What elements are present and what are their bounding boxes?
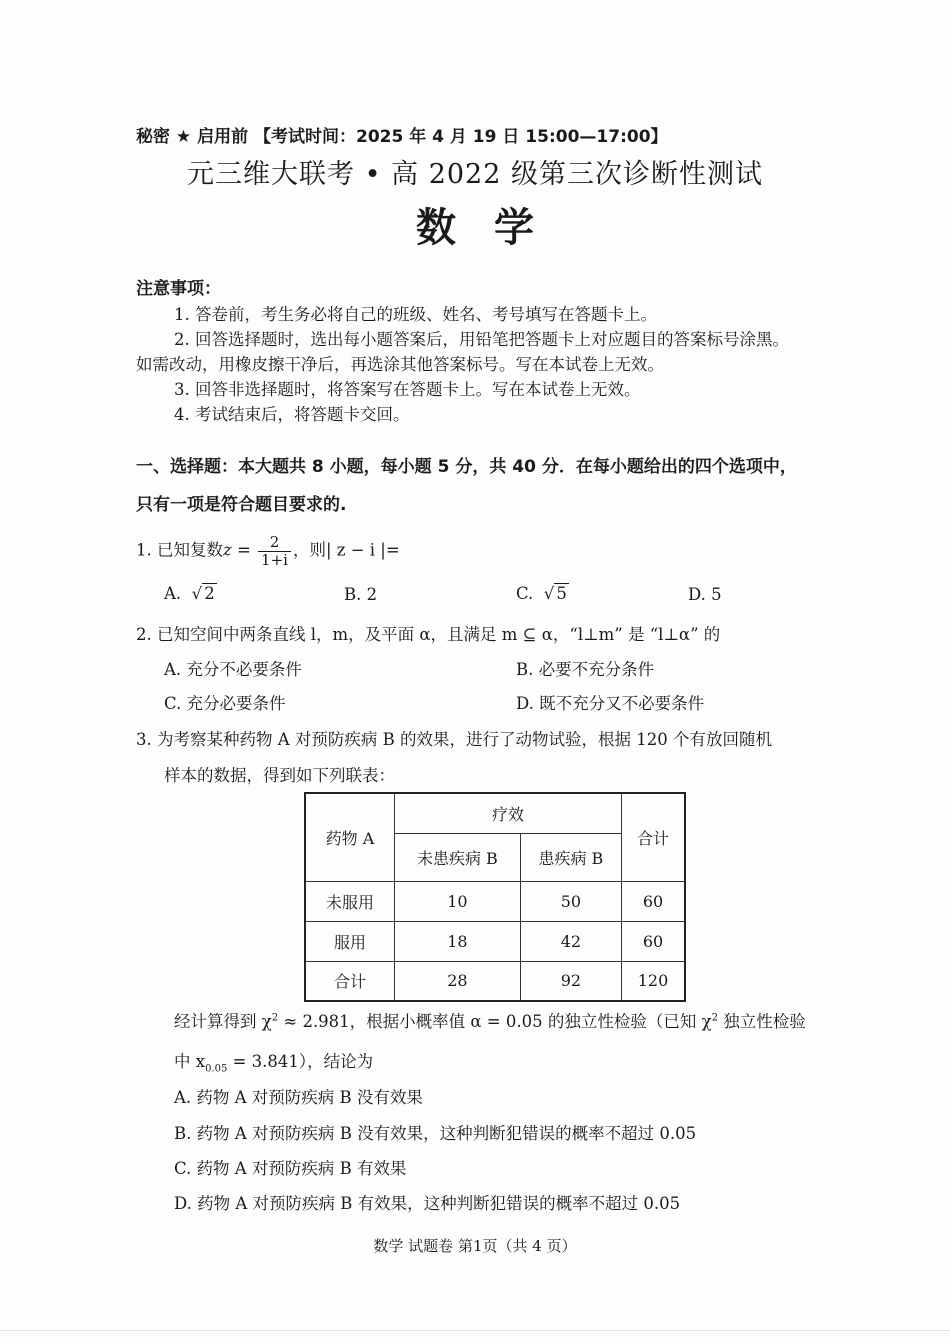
cell: 18	[395, 921, 521, 961]
table-group-header: 疗效	[395, 793, 622, 833]
note-item-2-cont: 如需改动，用橡皮擦干净后，再选涂其他答案标号。写在本试卷上无效。	[136, 355, 664, 374]
subject-title: 数学	[416, 205, 572, 251]
q3-option-b: B. 药物 A 对预防疾病 B 没有效果，这种判断犯错误的概率不超过 0.05	[174, 1124, 697, 1143]
note-item-2: 2. 回答选择题时，选出每小题答案后，用铅笔把答题卡上对应题目的答案标号涂黑。	[174, 330, 789, 349]
q1-option-b: B. 2	[344, 585, 378, 604]
q2-option-c: C. 充分必要条件	[164, 694, 286, 713]
table-row	[305, 961, 685, 1001]
contingency-table	[304, 792, 686, 1002]
scan-edge-divider	[0, 1330, 950, 1331]
table-col-header-1: 未患疾病 B	[395, 833, 521, 881]
q1-option-d: D. 5	[688, 585, 722, 604]
note-item-4: 4. 考试结束后，将答题卡交回。	[174, 405, 410, 424]
section-one-heading-cont: 只有一项是符合题目要求的.	[136, 495, 347, 515]
cell: 50	[520, 881, 621, 921]
cell: 10	[395, 881, 521, 921]
question-3-statement-cont: 中 $x_{0.05} = 3.841$），结论为	[174, 1052, 374, 1075]
q3-option-d: D. 药物 A 对预防疾病 B 有效果，这种判断犯错误的概率不超过 0.05	[174, 1194, 681, 1213]
cell: 92	[520, 961, 621, 1001]
q2-option-a: A. 充分不必要条件	[164, 660, 302, 679]
question-3-cont: 样本的数据，得到如下列联表：	[164, 766, 395, 785]
page-footer: 数学 试题卷 第1页（共 4 页）	[373, 1237, 577, 1255]
note-item-3: 3. 回答非选择题时，将答案写在答题卡上。写在本试卷上无效。	[174, 380, 641, 399]
q3-option-c: C. 药物 A 对预防疾病 B 有效果	[174, 1159, 407, 1178]
row-label: 未服用	[305, 881, 395, 921]
exam-title: 元三维大联考 • 高 2022 级第三次诊断性测试	[187, 159, 763, 190]
table-total-header: 合计	[622, 793, 686, 881]
q2-option-d: D. 既不充分又不必要条件	[516, 694, 705, 713]
table-corner-header: 药物 A	[305, 793, 395, 881]
fraction: $\frac{2}{1+i}$	[258, 534, 291, 568]
table-row	[305, 921, 685, 961]
table-col-header-2: 患疾病 B	[520, 833, 621, 881]
q2-option-b: B. 必要不充分条件	[516, 660, 655, 679]
row-label: 合计	[305, 961, 395, 1001]
cell: 60	[622, 881, 686, 921]
table-row	[305, 881, 685, 921]
cell: 28	[395, 961, 521, 1001]
section-one-heading: 一、选择题：本大题共 8 小题，每小题 5 分，共 40 分．在每小题给出的四个选项中，	[136, 457, 797, 477]
notes-title: 注意事项：	[136, 279, 221, 299]
q3-option-a: A. 药物 A 对预防疾病 B 没有效果	[174, 1088, 423, 1107]
cell: 60	[622, 921, 686, 961]
exam-time-header: 秘密 ★ 启用前 【考试时间：2025 年 4 月 19 日 15:00—17:00】	[136, 127, 668, 147]
q1-option-c: C. √ 5	[516, 584, 567, 603]
row-label: 服用	[305, 921, 395, 961]
question-3-statement: 经计算得到 $\chi^2 \approx 2.981$，根据小概率值 α = 0.05 的独立性检验（已知 $\chi^2$ 独立性检验	[174, 1012, 806, 1031]
question-2: 2. 已知空间中两条直线 l，m，及平面 α，且满足 m ⊆ α，“l⊥m” 是 “l⊥α” 的	[136, 625, 721, 644]
question-3: 3. 为考察某种药物 A 对预防疾病 B 的效果，进行了动物试验，根据 120 个有放回随机	[136, 730, 772, 749]
question-1: 1. 已知复数z = $\frac{2}{1+i}$ ，则| z − i |=	[136, 533, 400, 569]
note-item-1: 1. 答卷前，考生务必将自己的班级、姓名、考号填写在答题卡上。	[174, 305, 657, 324]
cell: 42	[520, 921, 621, 961]
q1-option-a: A. √ 2	[164, 584, 215, 603]
cell: 120	[622, 961, 686, 1001]
